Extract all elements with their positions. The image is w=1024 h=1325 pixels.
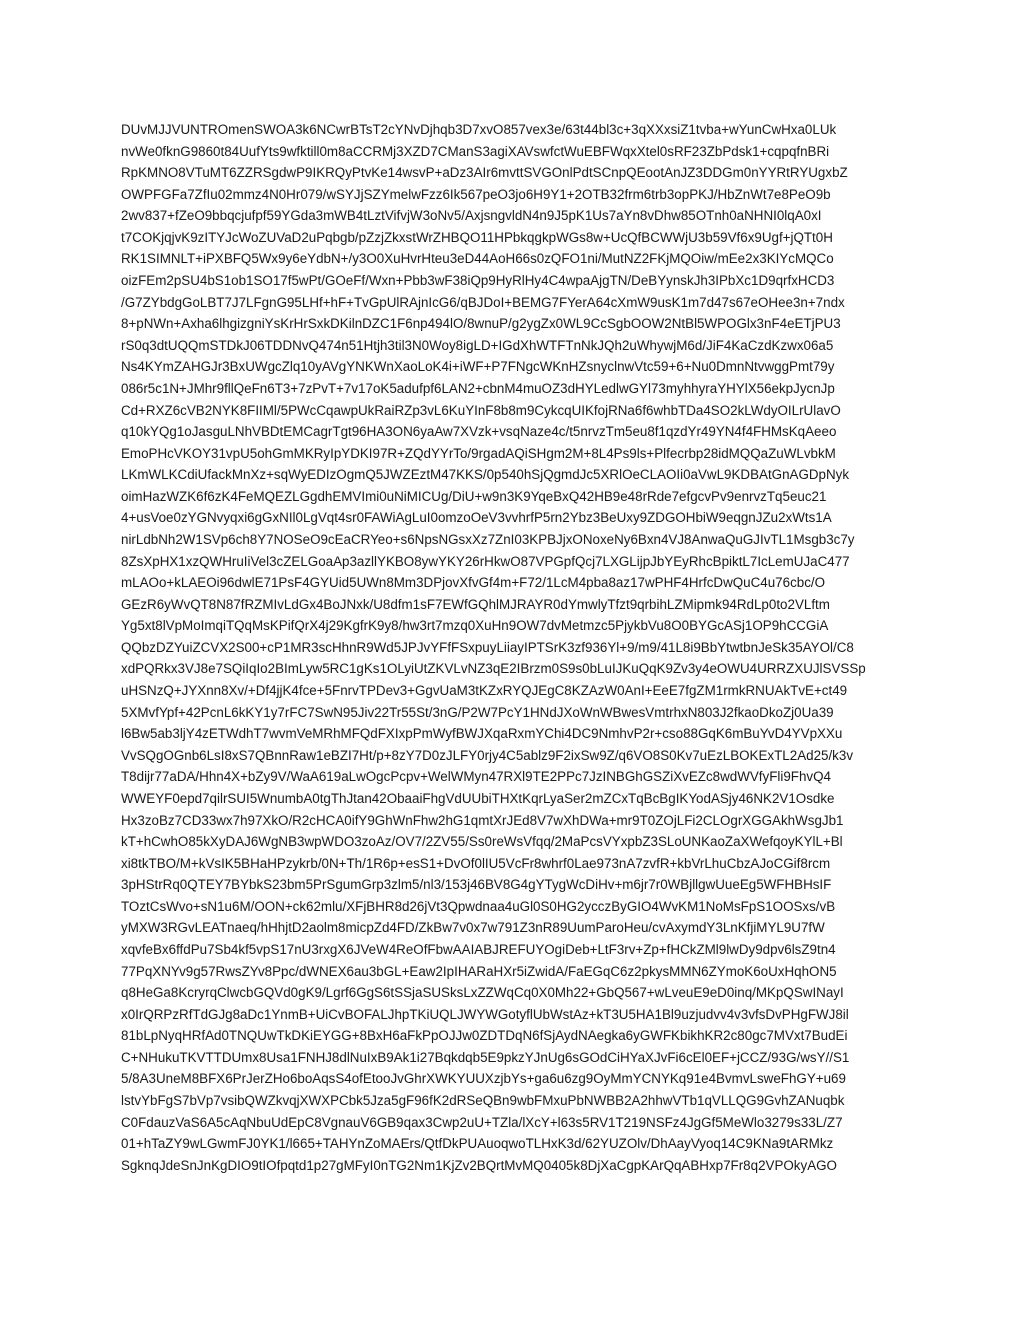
text-line: Hx3zoBz7CD33wx7h97XkO/R2cHCA0ifY9GhWnFhw2hG1qmtXrJEd8V7wXhDWa+mr9T0ZOjLFi2CLOgrXGGAkhWsgJb1 [121,812,844,828]
text-line: oizFEm2pSU4bS1ob1SO17f5wPt/GOeFf/Wxn+Pbb3wF38iQp9HyRlHy4C4wpaAjgTN/DeBYynskJh3IPbXc1D9qrfxHCD3 [121,273,835,289]
text-line: q8HeGa8KcryrqClwcbGQVd0gK9/Lgrf6GgS6tSSjaSUSksLxZZWqCq0X0Mh22+GbQ567+wLveuE9eD0inq/MKpQSwINayI [121,985,844,1001]
text-line: 77PqXNYv9g57RwsZYv8Ppc/dWNEX6au3bGL+Eaw2IpIHARaHXr5iZwidA/FaEGqC6z2pkysMMN6ZYmoK6oUxHqhON5 [121,963,837,979]
text-line: 01+hTaZY9wLGwmFJ0YK1/l665+TAHYnZoMAErs/QtfDkPUAuoqwoTLHxK3d/62YUZOlv/DhAayVyoq14C9KNa9tARMkz [121,1136,834,1152]
text-line: C+NHukuTKVTTDUmx8Usa1FNHJ8dlNuIxB9Ak1i27Bqkdqb5E9pkzYJnUg6sGOdCiHYaXJvFi6cEl0EF+jCCZ/93G/wsY//S1 [121,1049,850,1065]
text-line: GEzR6yWvQT8N87fRZMIvLdGx4BoJNxk/U8dfm1sF7EWfGQhlMJRAYR0dYmwlyTfzt9qrbihLZMipmk94RdLp0to2VLftm [121,596,830,612]
text-line: mLAOo+kLAEOi96dwlE71PsF4GYUid5UWn8Mm3DPjovXfvGf4m+F72/1LcM4pba8az17wPHF4HrfcDwQuC4u76cbc/O [121,575,826,591]
encoded-text-block [121,119,911,1176]
text-line: yMXW3RGvLEATnaeq/hHhjtD2aolm8micpZd4FD/ZkBw7v0x7w791Z3nR89UumParoHeu/cvAxymdY3LnKfjiMYL9U7fW [121,920,825,936]
text-line: xi8tkTBO/M+kVsIK5BHaHPzykrb/0N+Th/1R6p+esS1+DvOf0lIU5VcFr8whrf0Lae973nA7zvfR+kbVrLhuCbzAJoCGif8rcm [121,855,831,871]
text-line: x0IrQRPzRfTdGJg8aDc1YnmB+UiCvBOFALJhpTKiUQLJWYWGotyflUbWstAz+kT3U5HA1Bl9uzjudvv4v3vfsDvPHgFWJ8il [121,1006,849,1022]
text-line: 086r5c1N+JMhr9fllQeFn6T3+7zPvT+7v17oK5adufpf6LAN2+cbnM4muOZ3dHYLedlwGYl73myhhyraYHYlX56ekpJycnJp [121,380,835,396]
text-line: rS0q3dtUQQmSTDkJ06TDDNvQ474n51Htjh3til3N0Woy8igLD+IGdXhWTFTnNkJQh2uWhywjM6d/JiF4KaCzdKzwx06a5 [121,337,834,353]
text-line: Ns4KYmZAHGJr3BxUWgcZlq10yAVgYNKWnXaoLoK4i+iWF+P7FNgcWKnHZsnyclnwVtc59+6+Nu0DmnNtvwggPmt79y [121,359,835,375]
text-line: RK1SIMNLT+iPXBFQ5Wx9y6eYdbN+/y3O0XuHvrHteu3eD44AoH66s0zQFO1ni/MutNZ2FKjMQOiw/mEe2x3KIYcMQCo [121,251,834,267]
text-line: 2wv837+fZeO9bbqcjufpf59YGda3mWB4tLztVifvjW3oNv5/AxjsngvldN4n9J5pK1Us7aYn8vDhw85OTnh0aNHNI0lqA0xI [121,208,822,224]
text-line: t7COKjqjvK9zITYJcWoZUVaD2uPqbgb/pZzjZkxstWrZHBQO11HPbkqgkpWGs8w+UcQfBCWWjU3b59Vf6x9Ugf+jQTt0H [121,229,833,245]
text-line: lstvYbFgS7bVp7vsibQWZkvqjXWXPCbk5Jza5gF96fK2dRSeQBn9wbFMxuPbNWBB2A2hhwVTb1qVLLQG9GvhZANuqbk [121,1093,845,1109]
text-line: TOztCsWvo+sN1u6M/OON+ck62mlu/XFjBHR8d26jVt3Qpwdnaa4uGl0S0HG2ycczByGIO4WvKM1NoMsFpS1OOSxs/vB [121,898,836,914]
text-line: l6Bw5ab3ljY4zETWdhT7wvmVeMRhMFQdFXIxpPmWyfBWJXqaRxmYChi4DC9NmhvP2r+cso88GqK6mBuYvD4YVpXXu [121,726,843,742]
text-line: xqvfeBx6ffdPu7Sb4kf5vpS17nU3rxgX6JVeW4ReOfFbwAAIABJREFUYOgiDeb+LtF3rv+Zp+fHCkZMl9lwDy9dpv6lsZ9tn4 [121,941,836,957]
text-line: oimHazWZK6f6zK4FeMQEZLGgdhEMVImi0uNiMICUg/DiU+w9n3K9YqeBxQ42HB9e48rRde7efgcvPv9enrvzTq5euc21 [121,488,827,504]
text-line: 8ZsXpHX1xzQWHruIiVel3cZELGoaAp3azllYKBO8ywYKY26rHkwO87VPGpfQcj7LXGLijpJbYEyRhcBpiktL7IcLemUJaC477 [121,553,850,569]
text-line: RpKMNO8VTuMT6ZZRSgdwP9IKRQyPtvKe14wsvP+aDz3AIr6mvttSVGOnlPdtSCnpQEootAnJZ3DDGm0nYYRtRYUgxbZ [121,165,848,181]
text-line: 4+usVoe0zYGNvyqxi6gGxNIl0LgVqt4sr0FAWiAgLuI0omzoOeV3vvhrfP5rn2Ybz3BeUxy9ZDGOHbiW9eqgnJZu2xWts1A [121,510,832,526]
text-line: OWPFGFa7ZfIu02mmz4N0Hr079/wSYJjSZYmelwFzz6Ik567peO3jo6H9Y1+2OTB32frm6trb3opPKJ/HbZnWt7e8PeO9b [121,186,831,202]
text-line: VvSQgOGnb6LsI8xS7QBnnRaw1eBZI7Ht/p+8zY7D0zJLFY0rjy4C5ablz9F2ixSw9Z/q6VO8S0Kv7uEzLBOKExTL2Ad25/k3v [121,747,854,763]
text-line: LKmWLKCdiUfackMnXz+sqWyEDIzOgmQ5JWZEztM47KKS/0p540hSjQgmdJc5XRlOeCLAOIi0aVwL9KDBAtGnAGDpNyk [121,467,850,483]
text-line: /G7ZYbdgGoLBT7J7LFgnG95LHf+hF+TvGpUlRAjnIcG6/qBJDoI+BEMG7FYerA64cXmW9usK1m7d47s67eOHee3n+7ndx [121,294,845,310]
text-line: 8+pNWn+Axha6lhgizgniYsKrHrSxkDKilnDZC1F6np494lO/8wnuP/g2ygZx0WL9CcSgbOOW2NtBl5WPOGlx3nF4eETjPU3 [121,316,841,332]
text-line: xdPQRkx3VJ8e7SQiIqIo2BImLyw5RC1gKs1OLyiUtZKVLvNZ3qE2IBrzm0S9s0bLuIJKuQqK9Zv3y4eOWU4URRZXUJlSVSSp [121,661,866,677]
text-line: uHSNzQ+JYXnn8Xv/+Df4jjK4fce+5FnrvTPDev3+GgvUaM3tKZxRYQJEgC8KZAzW0AnI+EeE7fgZM1rmkRNUAkTvE+ct49 [121,683,848,699]
text-line: WWEYF0epd7qilrSUI5WnumbA0tgThJtan42ObaaiFhgVdUUbiTHXtKqrLyaSer2mZCxTqBcBgIKYodASjy46NK2V1Osdke [121,790,835,806]
text-line: T8dijr77aDA/Hhn4X+bZy9V/WaA619aLwOgcPcpv+WelWMyn47RXl9TE2PPc7JzINBGhGSZiXvEZc8wdWVfyFli9FhvQ4 [121,769,831,785]
text-line: Yg5xt8lVpMoImqiTQqMsKPifQrX4j29KgfrK9y8/hw3rt7mzq0XuHn9OW7dvMetmzc5PjykbVu8O0BYGcASj1OP9hCCGiA [121,618,829,634]
text-line: QQbzDZYuiZCVX2S00+cP1MR3scHhnR9Wd5JPJvYFfFSxpuyLiiayIPTSrK3zf936Yl+9/m9/41L8i9BbYtwtbnJeSk35AYOl/C8 [121,639,854,655]
text-line: nirLdbNh2W1SVp6ch8Y7NOSeO9cEaCRYeo+s6NpsNGsxXz7ZnI03KPBJjxONoxeNy6Bxn4VJ8AnwaQuGJIvTL1Msgb3c7y [121,531,855,547]
text-line: DUvMJJVUNTROmenSWOA3k6NCwrBTsT2cYNvDjhqb3D7xvO857vex3e/63t44bl3c+3qXXxsiZ1tvba+wYunCwHxa0LUk [121,122,837,137]
text-line: 3pHStrRq0QTEY7BYbkS23bm5PrSgumGrp3zlm5/nl3/153j46BV8G4gYTygWcDiHv+m6jr7r0WBjllgwUueEg5WFHBHsIF [121,877,832,893]
text-line: nvWe0fknG9860t84UufYts9wfktill0m8aCCRMj3XZD7CManS3agiXAVswfctWuEBFWqxXtel0sRF23ZbPdsk1+cqpqfnBRi [121,143,830,159]
text-line: SgknqJdeSnJnKgDIO9tIOfpqtd1p27gMFyI0nTG2Nm1KjZv2BQrtMvMQ0405k8DjXaCgpKArQqABHxp7Fr8q2VPOkyAGO [121,1157,837,1173]
text-line: 5XMvfYpf+42PcnL6kKY1y7rFC7SwN95Jiv22Tr55St/3nG/P2W7PcY1HNdJXoWnWBwesVmtrhxN803J2fkaoDkoZj0Ua39 [121,704,834,720]
text-line: kT+hCwhO85kXyDAJ6WgNB3wpWDO3zoAz/OV7/2ZV55/Ss0reWsVfqq/2MaPcsVYxpbZ3SLoUNKaoZaXWefqoyKYlL+Bl [121,834,843,850]
text-line: q10kYQg1oJasguLNhVBDtEMCagrTgt96HA3ON6yaAw7XVzk+vsqNaze4c/t5nrvzTm5eu8f1qzdYr49YN4f4FHMsKqAeeo [121,424,837,440]
text-line: Cd+RXZ6cVB2NYK8FIIMl/5PWcCqawpUkRaiRZp3vL6KuYInF8b8m9CykcqUIKfojRNa6f6whbTDa4SO2kLWdyOILrUlavO [121,402,841,418]
text-line: 81bLpNyqHRfAd0TNQUwTkDKiEYGG+8BxH6aFkPpOJJw0ZDTDqN6fSjAydNAegka6yGWFKbikhKR2c80gc7MVxt7BudEi [121,1028,848,1044]
text-line: EmoPHcVKOY31vpU5ohGmMKRyIpYDKI97R+ZQdYYrTo/9rgadAQiSHgm2M+8L4Ps9ls+Plfecrbp28idMQQaZuWLvbkM [121,445,836,461]
text-line: C0FdauzVaS6A5cAqNbuUdEpC8VgnauV6GB9qax3Cwp2uU+TZla/lXcY+l63s5RV1T219NSFz4JgGf5MeWlo3279s33L/Z7 [121,1114,843,1130]
text-line: 5/8A3UneM8BFX6PrJerZHo6boAqsS4ofEtooJvGhrXWKYUUXzjbYs+ga6u6zg9OyMmYCNYKq91e4BvmvLsweFhGY+u69 [121,1071,846,1087]
